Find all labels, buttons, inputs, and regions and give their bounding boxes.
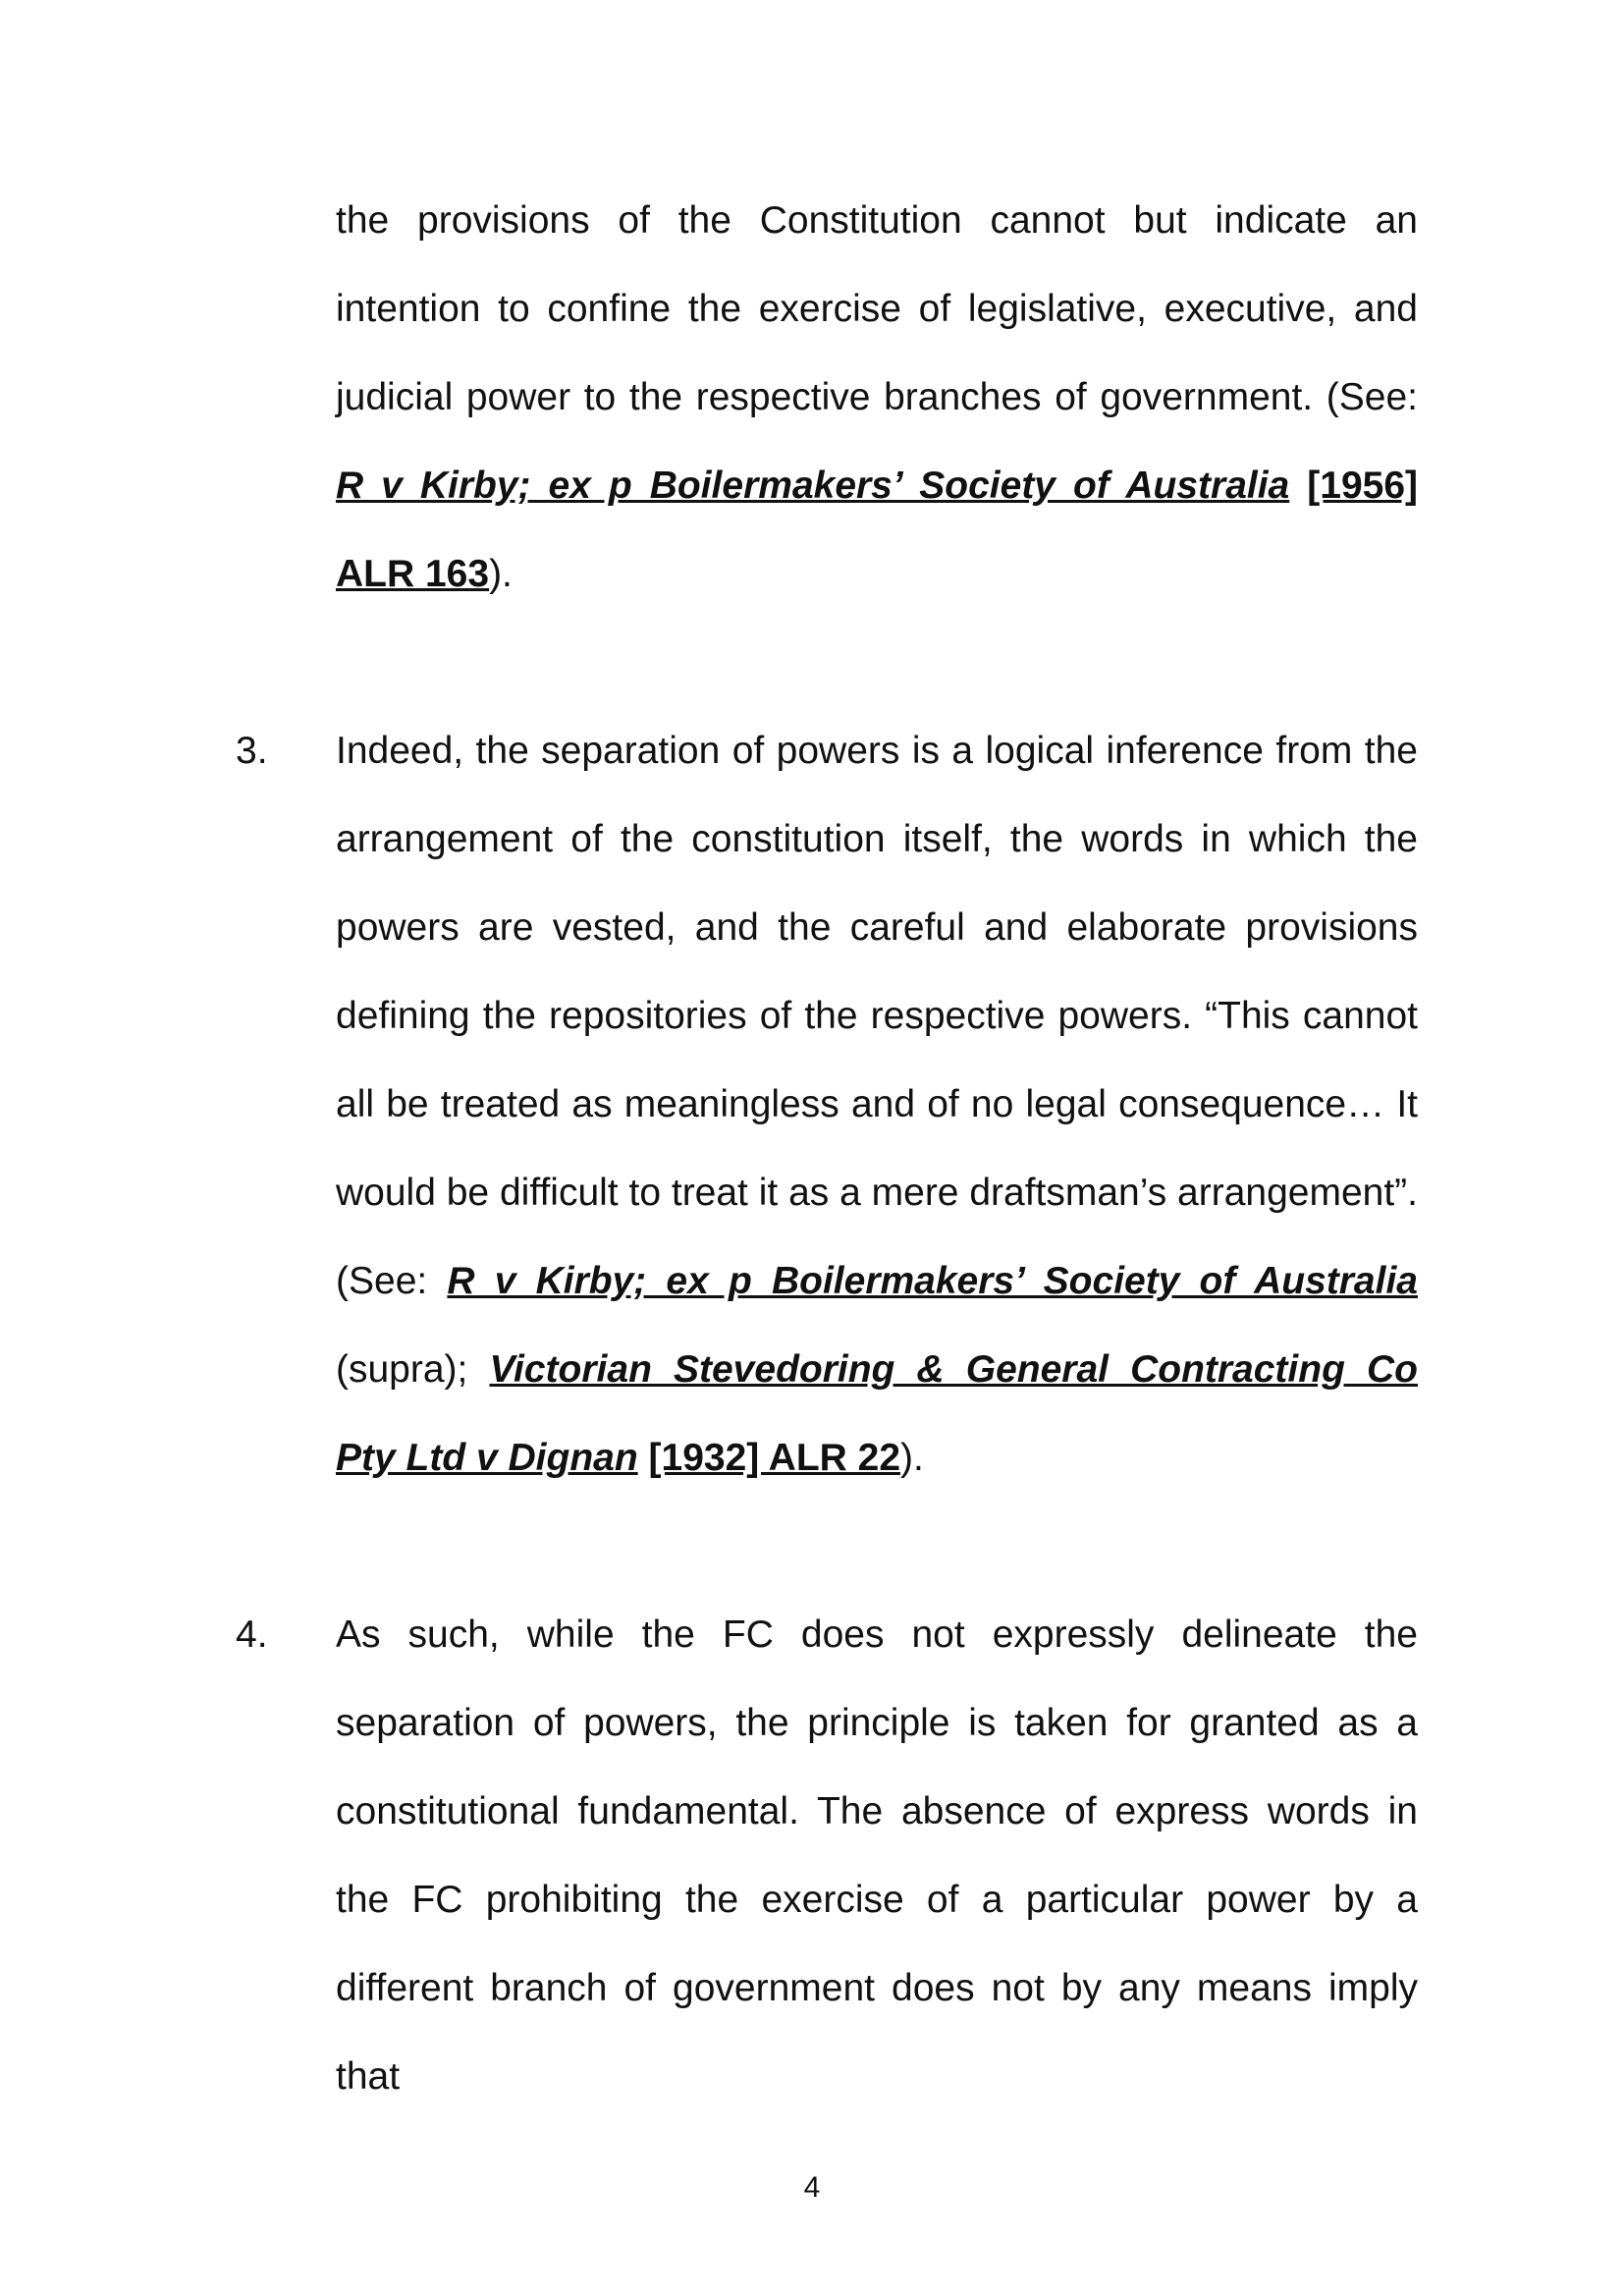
paragraph-text: ). bbox=[900, 1437, 924, 1479]
paragraph-text bbox=[638, 1437, 649, 1479]
page-number: 4 bbox=[803, 2171, 821, 2204]
paragraph-continuation bbox=[336, 177, 1418, 619]
paragraph-3 bbox=[336, 707, 1418, 1503]
paragraph-number-4: 4. bbox=[236, 1613, 268, 1656]
paragraph-text: Indeed, the separation of powers is a logical inference from the arrangement of the constitution itself, the words in which the powers are vested, and the careful and elaborate provisions defining the repositories of the respective powers. “This cannot all be treated as meaningless and of no legal consequence… It would be difficult to treat it as a mere draftsman’s arrangement”. (See: bbox=[336, 730, 1418, 1302]
paragraph-text bbox=[1289, 465, 1307, 507]
paragraph-4 bbox=[336, 1591, 1418, 2121]
report-citation: [1932] ALR 22 bbox=[648, 1437, 901, 1479]
paragraph-text: (supra); bbox=[336, 1348, 490, 1391]
report-citation: [1956] ALR 163 bbox=[336, 465, 1418, 595]
paragraph-text: As such, while the FC does not expressly delineate the separation of powers, the principle is taken for granted as a constitutional fundamental. The absence of express words in the FC prohibiting the exercise of a particular power by a different branch of government does not by any means imply that bbox=[336, 1613, 1418, 2098]
paragraph-text: the provisions of the Constitution cannot but indicate an intention to confine the exercise of legislative, executive, and judicial power to the respective branches of government. (See: bbox=[336, 199, 1418, 418]
case-citation-dignan: Victorian Stevedoring & General Contracting Co Pty Ltd v Dignan bbox=[336, 1348, 1418, 1479]
paragraph-text: ). bbox=[489, 553, 513, 595]
case-citation-boilermakers: R v Kirby; ex p Boilermakers’ Society of Australia bbox=[447, 1260, 1418, 1302]
paragraph-number-3: 3. bbox=[236, 730, 268, 772]
case-citation-boilermakers: R v Kirby; ex p Boilermakers’ Society of Australia bbox=[336, 465, 1290, 507]
